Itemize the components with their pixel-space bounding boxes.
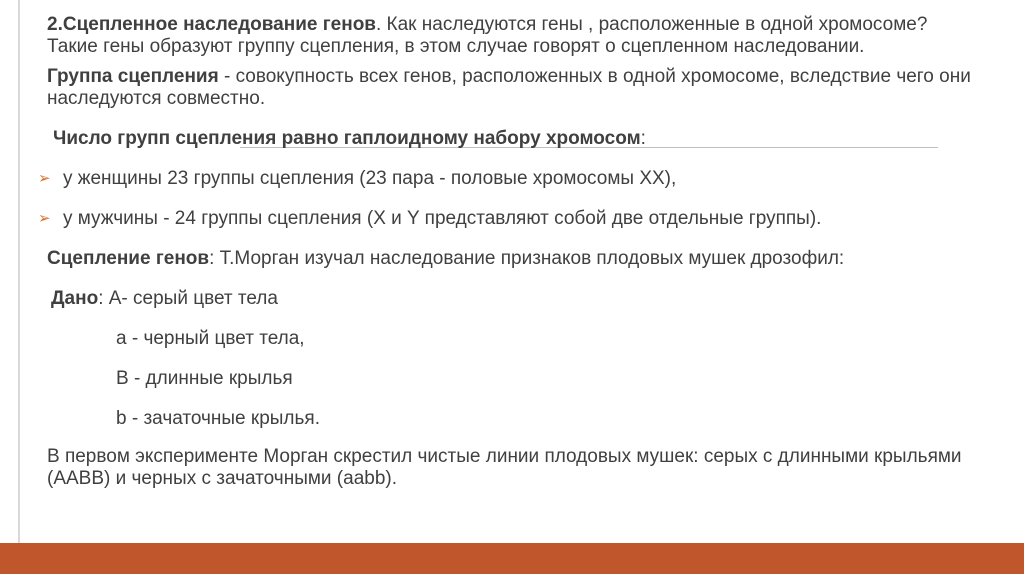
bullet-female-text: у женщины 23 группы сцепления (23 пара - половые хромосомы XX), xyxy=(63,168,677,189)
label-given: Дано xyxy=(51,288,99,309)
paragraph-given xyxy=(47,288,977,310)
given-first-line: : А- серый цвет тела xyxy=(98,288,278,309)
given-line-long-wings: В - длинные крылья xyxy=(116,368,293,389)
paragraph-first-experiment: В первом эксперименте Морган скрестил чистые линии плодовых мушек: серых с длинными крыльями (ААВВ) и черных с зачаточными (aabb). xyxy=(47,446,962,489)
arrow-bullet-icon: ➢ xyxy=(38,210,51,227)
bullet-male-text: у мужчины - 24 группы сцепления (X и Y представляют собой две отдельные группы). xyxy=(63,208,822,229)
paragraph-linked-inheritance xyxy=(47,14,977,58)
heading-linked-inheritance: 2.Сцепленное наследование генов xyxy=(47,14,376,35)
arrow-bullet-icon: ➢ xyxy=(38,170,51,187)
paragraph-gene-linkage xyxy=(47,248,977,270)
term-gene-linkage: Сцепление генов xyxy=(47,248,210,269)
statement-colon: : xyxy=(640,128,646,149)
term-linkage-group: Группа сцепления xyxy=(47,66,219,87)
bullet-male xyxy=(38,208,977,230)
paragraph-linkage-group xyxy=(47,66,977,110)
slide-content xyxy=(38,14,977,490)
given-line-vestigial-wings: b - зачаточные крылья. xyxy=(116,408,320,429)
given-line-black-body: а - черный цвет тела, xyxy=(116,328,305,349)
paragraph-gene-linkage-text: : Т.Морган изучал наследование признаков плодовых мушек дрозофил: xyxy=(209,248,845,269)
left-vertical-rule xyxy=(18,0,20,574)
footer-accent-bar xyxy=(0,543,1024,574)
definition-linkage-group: - совокупность всех генов, расположенных в одной хромосоме, вследствие чего они наследуются совместно. xyxy=(47,66,971,109)
statement-number-of-groups: Число групп сцепления равно гаплоидному набору хромосом xyxy=(53,128,641,149)
paragraph-number-of-groups xyxy=(47,128,977,150)
paragraph-linked-inheritance-text: . Как наследуются гены , расположенные в одной хромосоме? Такие гены образуют группу сцепления, в этом случае говорят о сцепленном наследовании. xyxy=(47,14,928,57)
bullet-female xyxy=(38,168,977,190)
